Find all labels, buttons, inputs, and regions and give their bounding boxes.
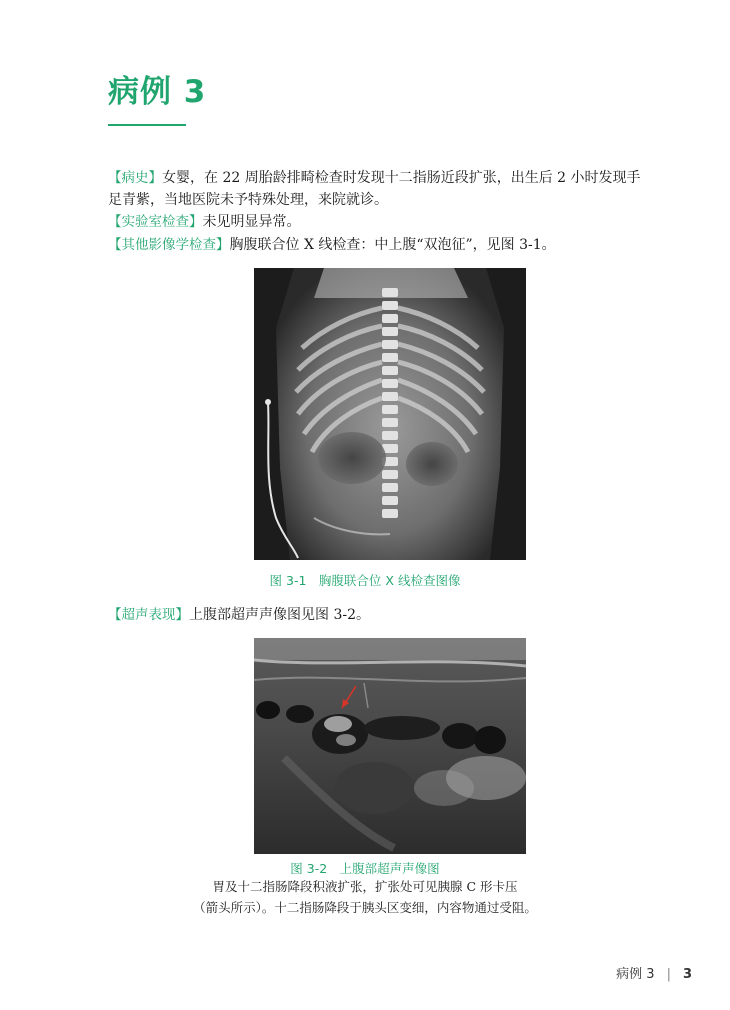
- lab-tag: 【实验室检查】: [108, 214, 203, 230]
- imaging-text: 胸腹联合位 X 线检查：中上腹“双泡征”，见图 3-1。: [229, 237, 556, 253]
- ultrasound-image: [254, 638, 526, 854]
- history-text: 女婴，在 22 周胎龄排畸检查时发现十二指肠近段扩张，出生后 2 小时发现手足青紫，当地医院未予特殊处理，来院就诊。: [108, 170, 641, 208]
- title-underline: [108, 124, 186, 126]
- imaging-paragraph: [108, 234, 648, 256]
- ultrasound-text: 上腹部超声声像图见图 3-2。: [189, 607, 370, 623]
- lab-paragraph: [108, 211, 648, 233]
- history-tag: 【病史】: [108, 170, 162, 186]
- page-footer: [616, 963, 692, 982]
- ultrasound-drawing: [254, 638, 526, 854]
- xray-drawing: [254, 268, 526, 560]
- figure-3-1-caption: 图 3-1 胸腹联合位 X 线检查图像: [269, 573, 461, 588]
- figure-3-2-note-line1: 胃及十二指肠降段积液扩张，扩张处可见胰腺 C 形卡压: [212, 879, 518, 894]
- footer-section: 病例 3: [616, 967, 655, 982]
- case-title: 病例 3: [108, 74, 207, 110]
- lab-text: 未见明显异常。: [202, 214, 301, 230]
- ultrasound-tag: 【超声表现】: [108, 607, 189, 623]
- page-number: 3: [682, 967, 692, 982]
- figure-3-2-note-line2: （箭头所示）。十二指肠降段于胰头区变细，内容物通过受阻。: [193, 900, 537, 915]
- imaging-tag: 【其他影像学检查】: [108, 237, 230, 253]
- xray-image: [254, 268, 526, 560]
- ultrasound-paragraph: [108, 604, 648, 626]
- figure-3-2-caption: 图 3-2 上腹部超声声像图: [290, 861, 440, 876]
- history-paragraph: [108, 167, 648, 211]
- footer-separator: |: [666, 967, 671, 982]
